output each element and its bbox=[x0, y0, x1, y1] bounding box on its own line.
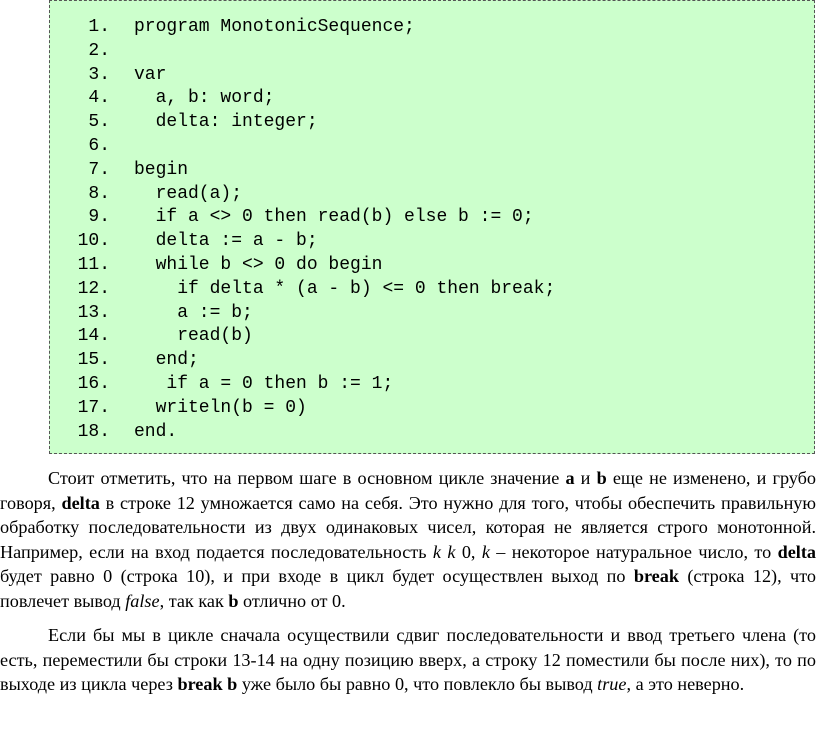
value-true: true bbox=[597, 674, 627, 694]
var-delta: delta bbox=[777, 541, 816, 562]
text-run: , а это неверно. bbox=[626, 674, 745, 694]
paragraph-2 bbox=[0, 623, 816, 697]
line-number: 18. bbox=[77, 421, 110, 442]
code-text: read(a); bbox=[134, 183, 243, 204]
line-number: 10. bbox=[77, 231, 110, 252]
code-line bbox=[50, 230, 555, 254]
text-run: – некоторое натуральное число, то bbox=[489, 541, 778, 562]
text-run: Стоит отметить, что на первом шаге в основном цикле значение bbox=[48, 468, 566, 488]
text-run: еще не изменено, и грубо говоря, bbox=[0, 468, 816, 513]
var-delta: delta bbox=[61, 492, 100, 513]
code-line bbox=[50, 16, 555, 40]
line-number: 14. bbox=[77, 326, 110, 347]
line-number: 11. bbox=[77, 254, 110, 275]
code-line bbox=[50, 278, 555, 302]
code-line bbox=[50, 349, 555, 373]
line-number: 1. bbox=[88, 17, 110, 37]
code-text: delta: integer; bbox=[134, 112, 318, 133]
code-text: if delta * (a - b) <= 0 then break; bbox=[134, 278, 556, 299]
text-run: и bbox=[574, 468, 597, 488]
explanation-text bbox=[0, 466, 816, 697]
code-line bbox=[50, 325, 555, 349]
code-line bbox=[50, 64, 555, 88]
text-run: отлично от 0. bbox=[238, 590, 346, 611]
code-text: var bbox=[134, 64, 167, 85]
line-number: 6. bbox=[88, 135, 110, 156]
text-run: Если бы мы в цикле сначала осуществили сдвиг последовательности и ввод третьего члена (то есть, переместили бы строки 13-14 на одну позицию вверх, а строку 12 поместили бы после них), то по выходе из цикла через bbox=[0, 625, 816, 694]
code-text: program MonotonicSequence; bbox=[134, 17, 415, 37]
code-line bbox=[50, 111, 555, 135]
code-text: begin bbox=[134, 159, 189, 180]
line-number: 15. bbox=[77, 350, 110, 371]
code-text: delta := a - b; bbox=[134, 231, 318, 252]
line-number: 4. bbox=[88, 88, 110, 109]
code-line bbox=[50, 159, 555, 183]
line-number: 9. bbox=[88, 207, 110, 228]
var-k: k bbox=[481, 541, 490, 562]
code-line bbox=[50, 183, 555, 207]
text-run: уже было бы равно 0, что повлекло бы вывод bbox=[237, 674, 598, 694]
code-line bbox=[50, 254, 555, 278]
line-number: 12. bbox=[77, 278, 110, 299]
text-run: в строке 12 умножается само на себя. Это нужно для того, чтобы обеспечить правильную обработку последовательности из двух одинаковых чисел, которая не является строго монотонной. Например, если на вход подается последовательность bbox=[0, 492, 816, 562]
code-listing-box bbox=[49, 0, 815, 454]
code-text: if a <> 0 then read(b) else b := 0; bbox=[134, 207, 534, 228]
code-text: a, b: word; bbox=[134, 88, 275, 109]
code-line bbox=[50, 421, 555, 445]
text-run: (строка 12), что повлечет вывод bbox=[0, 566, 816, 611]
code-line bbox=[50, 206, 555, 230]
line-number: 13. bbox=[77, 302, 110, 323]
paragraph-1 bbox=[0, 466, 816, 613]
code-text: a := b; bbox=[134, 302, 253, 323]
line-number: 8. bbox=[88, 183, 110, 204]
code-line bbox=[50, 397, 555, 421]
text-run: 0, bbox=[455, 541, 482, 562]
value-false: false bbox=[125, 590, 160, 611]
code-text: if a = 0 then b := 1; bbox=[134, 373, 394, 394]
line-number: 17. bbox=[77, 397, 110, 418]
line-number: 7. bbox=[88, 159, 110, 180]
keyword-break-b: break b bbox=[177, 674, 238, 694]
line-number: 2. bbox=[88, 40, 110, 61]
var-k-k: k k bbox=[432, 541, 456, 562]
code-line bbox=[50, 40, 555, 64]
line-number: 5. bbox=[88, 112, 110, 133]
code-text: while b <> 0 do begin bbox=[134, 254, 383, 275]
code-line bbox=[50, 87, 555, 111]
code-text: writeln(b = 0) bbox=[134, 397, 307, 418]
line-number: 3. bbox=[88, 64, 110, 85]
text-run: будет равно 0 (строка 10), и при входе в цикл будет осуществлен выход по bbox=[0, 566, 634, 586]
var-a: a bbox=[565, 468, 575, 488]
var-b: b bbox=[596, 468, 607, 488]
code-text: end. bbox=[134, 421, 178, 442]
code-text: end; bbox=[134, 350, 199, 371]
var-b: b bbox=[228, 590, 239, 611]
code-listing bbox=[50, 16, 555, 444]
code-line bbox=[50, 302, 555, 326]
code-line bbox=[50, 135, 555, 159]
code-line bbox=[50, 373, 555, 397]
code-text: read(b) bbox=[134, 326, 253, 347]
keyword-break: break bbox=[633, 566, 679, 586]
text-run: , так как bbox=[159, 590, 229, 611]
line-number: 16. bbox=[77, 373, 110, 394]
